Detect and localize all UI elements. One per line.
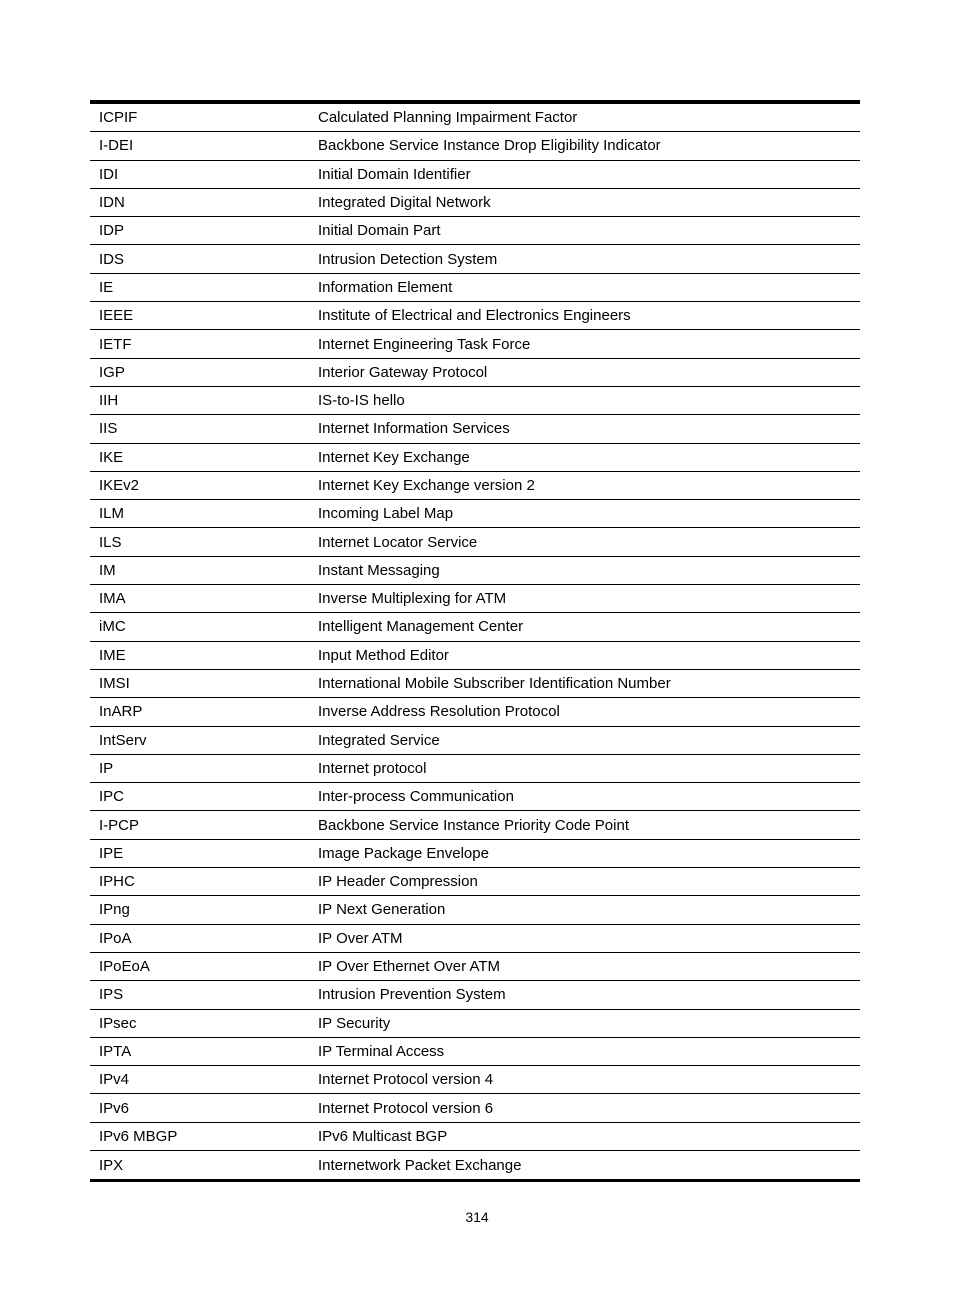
definition-cell: Instant Messaging [318, 561, 440, 579]
abbreviation-cell: IPoA [99, 929, 132, 947]
abbreviation-cell: IDI [99, 165, 119, 183]
table-row [90, 217, 860, 245]
table-row [90, 1123, 860, 1151]
table-row [90, 727, 860, 755]
definition-cell: Calculated Planning Impairment Factor [318, 109, 578, 127]
abbreviation-cell: IPHC [99, 873, 135, 891]
abbreviation-cell: IPTA [99, 1042, 132, 1060]
table-row [90, 104, 860, 132]
table-row [90, 189, 860, 217]
table-row [90, 302, 860, 330]
abbreviation-cell: IIS [99, 420, 118, 438]
definition-cell: Interior Gateway Protocol [318, 363, 488, 381]
definition-cell: IS-to-IS hello [318, 392, 405, 410]
table-row [90, 698, 860, 726]
definition-cell: Institute of Electrical and Electronics Engineers [318, 307, 631, 325]
abbreviation-cell: I-PCP [99, 816, 140, 834]
definition-cell: Internetwork Packet Exchange [318, 1156, 522, 1174]
table-row [90, 755, 860, 783]
definition-cell: Internet Protocol version 6 [318, 1099, 494, 1117]
table-row [90, 161, 860, 189]
table-row [90, 811, 860, 839]
table-row [90, 444, 860, 472]
abbreviation-cell: IPC [99, 788, 125, 806]
abbreviation-cell: IETF [99, 335, 132, 353]
abbreviation-cell: IPoEoA [99, 958, 150, 976]
definition-cell: Input Method Editor [318, 646, 449, 664]
definition-cell: Integrated Digital Network [318, 194, 491, 212]
abbreviation-cell: IPv4 [99, 1071, 130, 1089]
table-row [90, 1151, 860, 1179]
definition-cell: IP Over ATM [318, 929, 403, 947]
abbreviation-cell: ILM [99, 505, 125, 523]
table-row [90, 925, 860, 953]
definition-cell: IPv6 Multicast BGP [318, 1127, 448, 1145]
table-row [90, 840, 860, 868]
table-row [90, 981, 860, 1009]
abbreviation-cell: IGP [99, 363, 125, 381]
table-row [90, 557, 860, 585]
abbreviation-cell: IEEE [99, 307, 134, 325]
definition-cell: Internet protocol [318, 759, 427, 777]
abbreviation-cell: IMSI [99, 675, 130, 693]
definition-cell: Internet Information Services [318, 420, 510, 438]
abbreviation-cell: IM [99, 561, 116, 579]
definition-cell: IP Terminal Access [318, 1042, 445, 1060]
abbreviation-cell: ICPIF [99, 109, 138, 127]
abbreviation-cell: IPng [99, 901, 130, 919]
definition-cell: Inverse Multiplexing for ATM [318, 590, 507, 608]
abbreviation-cell: IPv6 MBGP [99, 1127, 178, 1145]
definition-cell: Internet Engineering Task Force [318, 335, 531, 353]
abbreviation-cell: IPv6 [99, 1099, 130, 1117]
table-row [90, 896, 860, 924]
definition-cell: Image Package Envelope [318, 844, 489, 862]
definition-cell: Integrated Service [318, 731, 440, 749]
table-row [90, 472, 860, 500]
table-row [90, 245, 860, 273]
table-row [90, 670, 860, 698]
table-row [90, 1066, 860, 1094]
table-row [90, 274, 860, 302]
table-row [90, 500, 860, 528]
abbreviation-cell: InARP [99, 703, 143, 721]
definition-cell: Internet Key Exchange version 2 [318, 477, 535, 494]
abbreviation-cell: IME [99, 646, 126, 664]
definition-cell: Initial Domain Part [318, 222, 441, 240]
table-row [90, 1038, 860, 1066]
table-row [90, 1010, 860, 1038]
table-row [90, 783, 860, 811]
table-row [90, 953, 860, 981]
table-row [90, 868, 860, 896]
abbreviation-cell: IDS [99, 250, 125, 268]
abbreviation-cell: IntServ [99, 731, 147, 749]
definition-cell: IP Over Ethernet Over ATM [318, 958, 501, 976]
abbreviation-cell: IDP [99, 222, 125, 240]
table-row [90, 528, 860, 556]
table-row [90, 1094, 860, 1122]
table-row [90, 585, 860, 613]
abbreviation-cell: ILS [99, 533, 122, 551]
abbreviation-table [90, 100, 860, 1182]
definition-cell: Intrusion Detection System [318, 250, 498, 268]
table-row [90, 359, 860, 387]
table-row [90, 642, 860, 670]
definition-cell: Incoming Label Map [318, 505, 454, 523]
table-row [90, 387, 860, 415]
table-row [90, 613, 860, 641]
abbreviation-cell: IPS [99, 986, 124, 1004]
abbreviation-cell: iMC [99, 618, 126, 636]
definition-cell: Internet Locator Service [318, 533, 478, 551]
table-row [90, 132, 860, 160]
abbreviation-cell: IPX [99, 1156, 124, 1174]
abbreviation-cell: IP [99, 759, 114, 777]
abbreviation-cell: IKEv2 [99, 477, 140, 494]
table-row [90, 415, 860, 443]
definition-cell: Backbone Service Instance Drop Eligibility Indicator [318, 137, 661, 155]
definition-cell: Internet Key Exchange [318, 448, 470, 466]
definition-cell: IP Next Generation [318, 901, 446, 919]
table-row [90, 330, 860, 358]
definition-cell: Backbone Service Instance Priority Code Point [318, 816, 629, 834]
abbreviation-cell: IKE [99, 448, 124, 466]
abbreviation-cell: IPE [99, 844, 124, 862]
abbreviation-cell: IDN [99, 194, 125, 212]
definition-cell: Intelligent Management Center [318, 618, 524, 636]
definition-cell: IP Header Compression [318, 873, 478, 891]
definition-cell: Inverse Address Resolution Protocol [318, 703, 560, 721]
definition-cell: IP Security [318, 1014, 391, 1032]
definition-cell: Intrusion Prevention System [318, 986, 506, 1004]
definition-cell: Inter-process Communication [318, 788, 514, 806]
definition-cell: Initial Domain Identifier [318, 165, 471, 183]
abbreviation-cell: IPsec [99, 1014, 137, 1032]
definition-cell: International Mobile Subscriber Identification Number [318, 675, 671, 693]
abbreviation-cell: IE [99, 278, 114, 296]
abbreviation-cell: IMA [99, 590, 126, 608]
definition-cell: Internet Protocol version 4 [318, 1071, 494, 1089]
page-number: 314 [465, 1209, 489, 1225]
definition-cell: Information Element [318, 278, 453, 296]
abbreviation-cell: I-DEI [99, 137, 134, 155]
abbreviation-cell: IIH [99, 392, 119, 410]
